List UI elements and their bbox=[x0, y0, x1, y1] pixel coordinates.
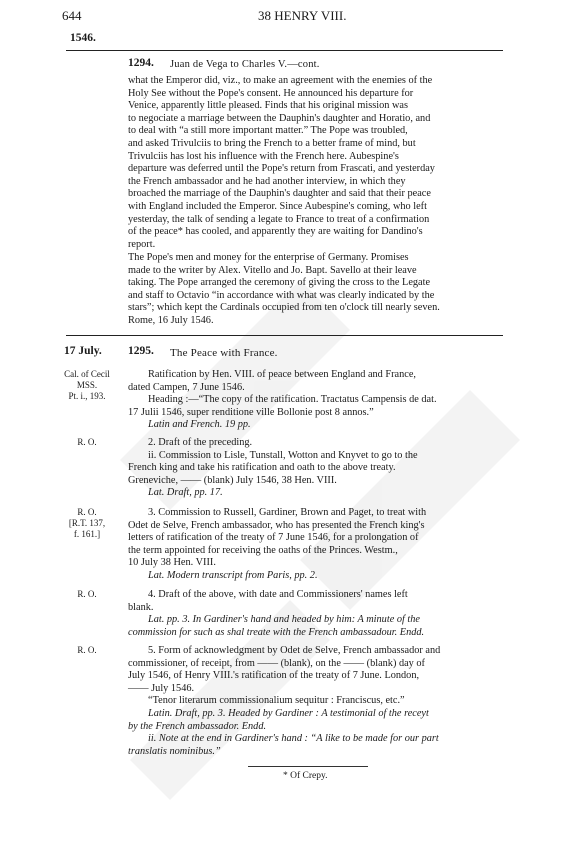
entry-1295-item3: 3. Commission to Russell, Gardiner, Brown and Paget, to treat with Odet de Selve, French ambassador, who has presented the French king's letters of ratification of the treaty of 7 June 1546, for a prolongation of the term appointed for receiving the oaths of the Princes. Westm., 10 July 38 Hen. VIII. Lat. Modern transcript from Paris, pp. 2. bbox=[128, 507, 427, 581]
entry-title-1294: Juan de Vega to Charles V.—cont. bbox=[170, 59, 320, 70]
footnote: * Of Crepy. bbox=[283, 771, 328, 781]
margin-ro-3: R. O. [R.T. 137, f. 161.] bbox=[68, 507, 106, 539]
page-number: 644 bbox=[62, 8, 82, 23]
margin-ro-2: R. O. bbox=[77, 437, 97, 447]
entry-1294-para1: what the Emperor did, viz., to make an agreement with the enemies of the Holy See without the Pope's consent. He announced his departure for Venice, apparently little pleased. Finds that his original mission was to negociate a marriage between the Dauphin's daughter and Horatio, and to deal with “a still more important matter.” The Pope was troubled, and asked Trivulciis to bring the French to a better frame of mind, but Trivulciis has lost his influence with the French here. Aubespine's departure was deferred until the Pope's return from Frascati, and yesterday the French ambassador and he had another interview, in which they broached the marriage of the Dauphin's daughter and said that their peace with England included the Emperor. Since Aubespine's coming, who left yesterday, the talk of sending a legate to France to treat of a confirmation of the peace* has cooled, and apparently they are waiting for Dandino's report. bbox=[128, 75, 435, 250]
margin-cecil: Cal. of Cecil MSS. Pt. i., 193. bbox=[64, 369, 110, 401]
entry-1295-item2: 2. Draft of the preceding. ii. Commission to Lisle, Tunstall, Wotton and Knyvet to go to the French king and take his ratification and oath to the above treaty. Greneviche, —— (blank) July 1546, 38 Hen. VIII. Lat. Draft, pp. 17. bbox=[128, 437, 418, 499]
entry-1295-item5: 5. Form of acknowledgment by Odet de Selve, French ambassador and commissioner, of receipt, from —— (blank), on the —— (blank) day of July 1546, of Henry VIII.'s ratification of the treaty of 7 June. London, —— July 1546. “Tenor literarum commissionalium sequitur : Franciscus, etc.” Latin. Draft, pp. 3. Headed by Gardiner : A testimonial of the receyt by the French ambassador. Endd. ii. Note at the end in Gardiner's hand : “A like to be made for our part translatis nominibus.” bbox=[128, 645, 441, 757]
entry-number-1295: 1295. bbox=[128, 345, 154, 357]
header-rule bbox=[66, 50, 503, 51]
entry-1295-item4: 4. Draft of the above, with date and Commissioners' names left blank. Lat. pp. 3. In Gardiner's hand and headed by him: A minute of the commission for such as shal treate with the French ambassadour. Endd. bbox=[128, 589, 425, 638]
entry-title-1295: The Peace with France. bbox=[170, 347, 278, 359]
footnote-rule bbox=[248, 766, 368, 767]
entry-date-1295: 17 July. bbox=[64, 345, 102, 357]
entry-divider bbox=[66, 335, 503, 336]
entry-1294-para2: The Pope's men and money for the enterprise of Germany. Promises made to the writer by Alex. Vitello and Jo. Bapt. Savello at their leave taking. The Pope arranged the ceremony of giving the cross to the Legate and staff to Octavio “in accordance with what was clearly indicated by the stars”; which kept the Cardinals occupied from ten o'clock till nearly seven. Rome, 16 July 1546. bbox=[128, 252, 440, 326]
running-title: 38 HENRY VIII. bbox=[258, 8, 347, 23]
year-label: 1546. bbox=[70, 32, 96, 44]
entry-1295-item1: Ratification by Hen. VIII. of peace between England and France, dated Campen, 7 June 1546. Heading :—“The copy of the ratification. Tractatus Campensis de dat. 17 Julii 1546, super renditione ville Bollonie post 8 annos.” Latin and French. 19 pp. bbox=[128, 369, 437, 431]
entry-number-1294: 1294. bbox=[128, 57, 154, 69]
margin-ro-4: R. O. bbox=[77, 589, 97, 599]
margin-ro-5: R. O. bbox=[77, 645, 97, 655]
